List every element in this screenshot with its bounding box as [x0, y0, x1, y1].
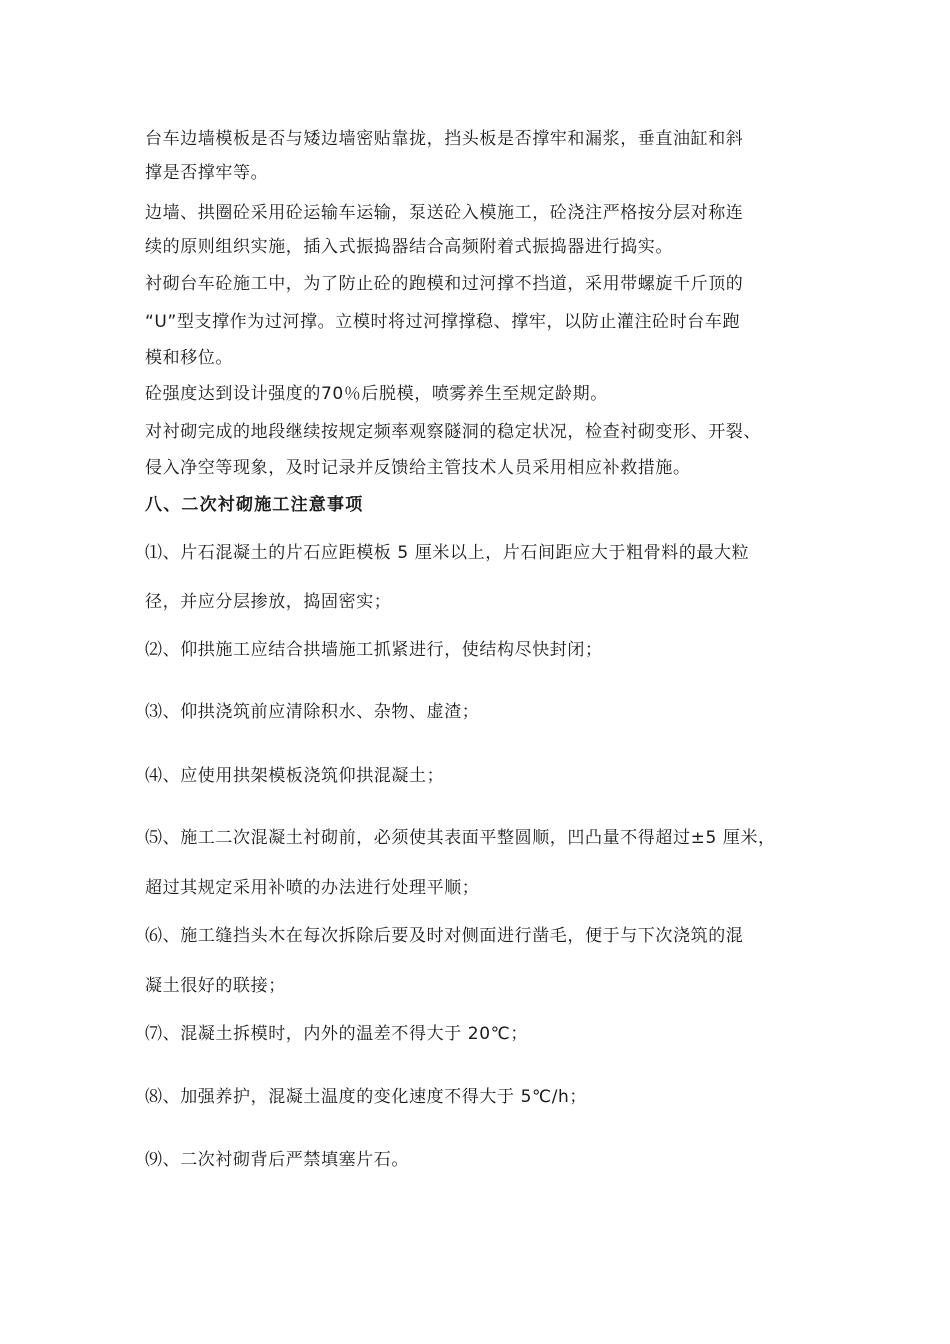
paragraph-line: 撑是否撑牢等。 [145, 163, 269, 183]
list-item: ⑷、应使用拱架模板浇筑仰拱混凝土； [145, 766, 445, 786]
list-item: 超过其规定采用补喷的办法进行处理平顺； [145, 878, 480, 898]
list-item: ⑴、片石混凝土的片石应距模板 5 厘米以上，片石间距应大于粗骨料的最大粒 [145, 543, 750, 563]
list-item: ⑹、施工缝挡头木在每次拆除后要及时对侧面进行凿毛，便于与下次浇筑的混 [145, 926, 744, 946]
paragraph-line: 模和移位。 [145, 348, 233, 368]
list-item: 径，并应分层掺放，捣固密实； [145, 592, 392, 612]
paragraph-line: 续的原则组织实施，插入式振捣器结合高频附着式振捣器进行捣实。 [145, 237, 673, 257]
list-item: ⑼、二次衬砌背后严禁填塞片石。 [145, 1150, 409, 1170]
paragraph-line: “U”型支撑作为过河撑。立模时将过河撑撑稳、撑牢，以防止灌注砼时台车跑 [145, 312, 741, 332]
list-item: ⑸、施工二次混凝土衬砌前，必须使其表面平整圆顺，凹凸量不得超过±5 厘米， [145, 828, 776, 848]
list-item: ⑵、仰拱施工应结合拱墙施工抓紧进行，使结构尽快封闭； [145, 640, 603, 660]
paragraph-line: 侵入净空等现象，及时记录并反馈给主管技术人员采用相应补救措施。 [145, 458, 691, 478]
list-item: ⑻、加强养护，混凝土温度的变化速度不得大于 5℃/h； [145, 1087, 588, 1107]
paragraph-line: 衬砌台车砼施工中，为了防止砼的跑模和过河撑不挡道，采用带螺旋千斤顶的 [145, 274, 744, 294]
paragraph-line: 砼强度达到设计强度的70％后脱模，喷雾养生至规定龄期。 [145, 384, 608, 404]
list-item: ⑺、混凝土拆模时，内外的温差不得大于 20℃； [145, 1024, 528, 1044]
section-heading: 八、二次衬砌施工注意事项 [145, 495, 364, 515]
paragraph-line: 边墙、拱圈砼采用砼运输车运输，泵送砼入模施工，砼浇注严格按分层对称连 [145, 203, 744, 223]
paragraph-line: 对衬砌完成的地段继续按规定频率观察隧洞的稳定状况，检查衬砌变形、开裂、 [145, 422, 761, 442]
paragraph-line: 台车边墙模板是否与矮边墙密贴靠拢，挡头板是否撑牢和漏浆，垂直油缸和斜 [145, 129, 744, 149]
list-item: 凝土很好的联接； [145, 976, 286, 996]
list-item: ⑶、仰拱浇筑前应清除积水、杂物、虚渣； [145, 702, 480, 722]
